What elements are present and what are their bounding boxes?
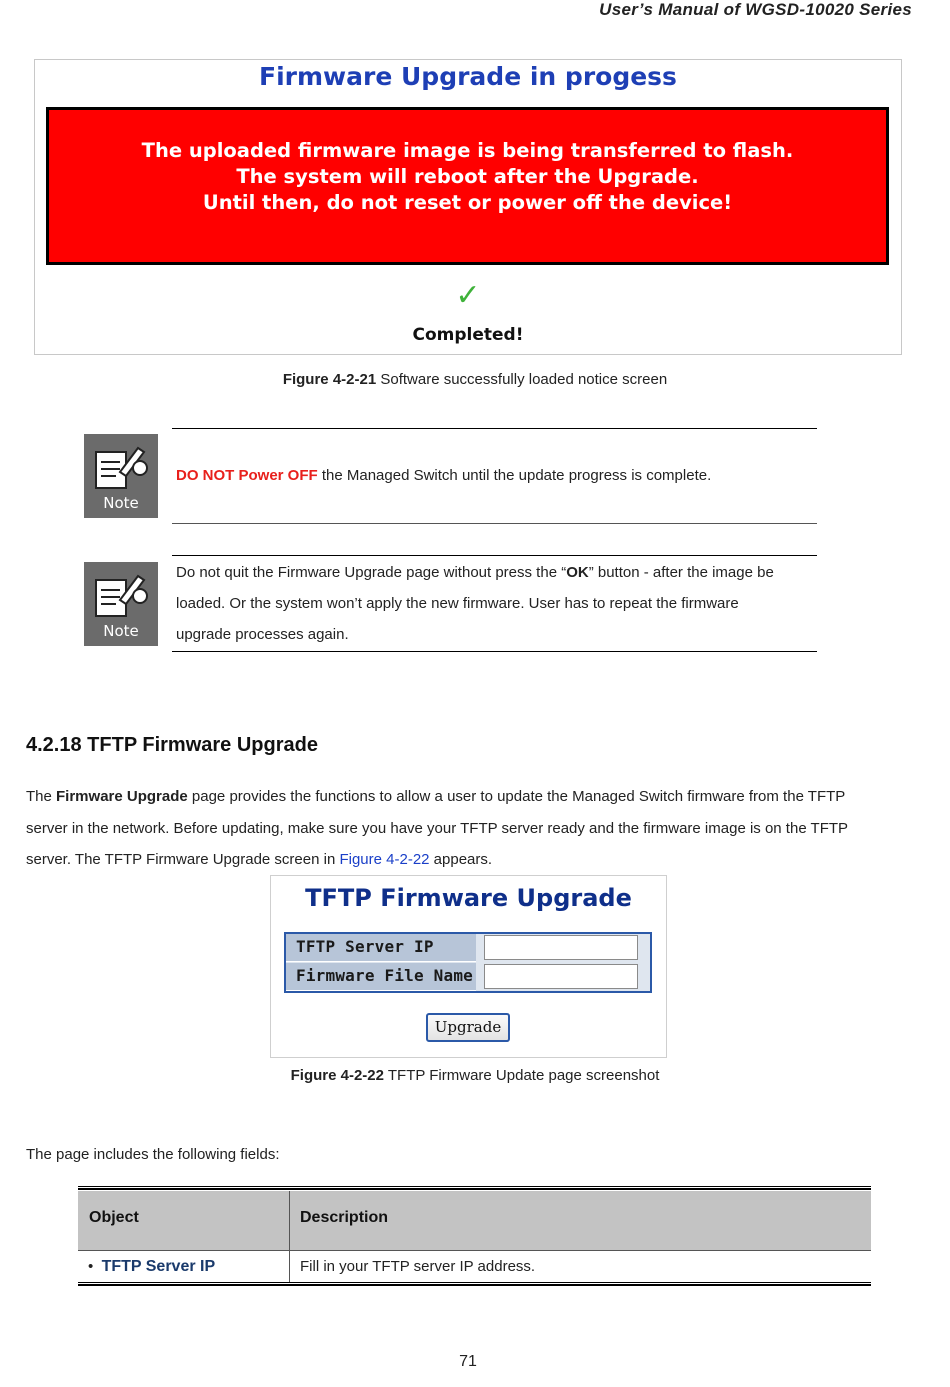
- firmware-progress-title: Firmware Upgrade in progess: [259, 62, 677, 91]
- figure-caption-text: TFTP Firmware Update page screenshot: [383, 1067, 660, 1084]
- tftp-server-ip-label-cell: [286, 934, 476, 962]
- note-text: [176, 460, 711, 491]
- section-paragraph: [26, 781, 906, 876]
- firmware-progress-figure: [34, 59, 902, 355]
- note-icon-label: Note: [103, 494, 139, 512]
- tftp-upgrade-figure: [270, 875, 667, 1058]
- section-heading: 4.2.18 TFTP Firmware Upgrade: [26, 734, 318, 756]
- checkmark-icon: ✓: [455, 278, 481, 313]
- table-cell-description: Fill in your TFTP server IP address.: [300, 1258, 536, 1275]
- figure-caption-label: Figure 4-2-22: [290, 1067, 384, 1084]
- note-line: [176, 557, 816, 588]
- note-line: loaded. Or the system won’t apply the new firmware. User has to repeat the firmware: [176, 595, 739, 612]
- warning-line: The system will reboot after the Upgrade.: [236, 165, 699, 188]
- completed-status: Completed!: [412, 325, 524, 345]
- note-body: ” button - after the image be: [588, 564, 774, 581]
- paragraph-text: page provides the functions to allow a user to update the Managed Switch firmware from the TFTP: [187, 788, 846, 805]
- warning-line: The uploaded firmware image is being transferred to flash.: [141, 139, 794, 162]
- tftp-server-ip-label: TFTP Server IP: [296, 937, 434, 956]
- divider: [172, 428, 817, 429]
- paragraph-line: [26, 781, 906, 813]
- table-header-description: Description: [300, 1209, 389, 1226]
- paragraph-text: The: [26, 788, 57, 805]
- table-bottom-rule: [78, 1282, 871, 1286]
- note-emphasis: OK: [566, 564, 589, 581]
- paragraph-bold: Firmware Upgrade: [56, 788, 188, 805]
- note-emphasis: DO NOT Power OFF: [176, 467, 318, 484]
- note-icon-label: Note: [103, 622, 139, 640]
- note-body: Do not quit the Firmware Upgrade page without press the “: [176, 564, 567, 581]
- note-line: upgrade processes again.: [176, 626, 349, 643]
- warning-line: Until then, do not reset or power off the device!: [202, 191, 733, 214]
- firmware-file-name-label: Firmware File Name: [296, 966, 473, 985]
- figure-caption-text: Software successfully loaded notice screen: [376, 371, 668, 388]
- tftp-upgrade-title: TFTP Firmware Upgrade: [305, 884, 632, 912]
- paragraph-text: server. The TFTP Firmware Upgrade screen in: [26, 851, 340, 868]
- warning-banner: [46, 107, 889, 265]
- table-row: [88, 1258, 215, 1276]
- paragraph-line: [26, 844, 906, 876]
- table-header-row: [78, 1191, 871, 1250]
- figure-caption: [0, 1067, 950, 1084]
- table-header-object: Object: [89, 1209, 139, 1226]
- running-header: User’s Manual of WGSD-10020 Series: [599, 0, 912, 19]
- figure-caption-label: Figure 4-2-21: [282, 371, 377, 388]
- tftp-server-ip-input[interactable]: [484, 935, 638, 960]
- note-text: [176, 557, 816, 650]
- tftp-form-table: [284, 932, 652, 993]
- bullet: •: [88, 1258, 94, 1275]
- divider: [172, 651, 817, 652]
- firmware-file-name-label-cell: [286, 963, 476, 991]
- table-column-divider: [289, 1191, 290, 1283]
- table-cell-object: TFTP Server IP: [101, 1258, 216, 1275]
- note-icon: [84, 434, 158, 518]
- divider: [172, 555, 817, 556]
- firmware-file-name-input[interactable]: [484, 964, 638, 989]
- figure-caption: [0, 371, 950, 388]
- paragraph-text: appears.: [429, 851, 493, 868]
- fields-intro: The page includes the following fields:: [26, 1146, 280, 1163]
- note-icon: [84, 562, 158, 646]
- page-number: 71: [459, 1353, 477, 1370]
- table-top-rule: [78, 1186, 871, 1190]
- paragraph-line: server in the network. Before updating, make sure you have your TFTP server ready and the firmware image is on the TFTP: [26, 819, 849, 837]
- figure-link[interactable]: Figure 4-2-22: [339, 851, 430, 868]
- divider: [172, 523, 817, 524]
- note-body: the Managed Switch until the update progress is complete.: [317, 467, 712, 484]
- table-row-divider: [78, 1250, 871, 1251]
- upgrade-button[interactable]: Upgrade: [426, 1013, 510, 1042]
